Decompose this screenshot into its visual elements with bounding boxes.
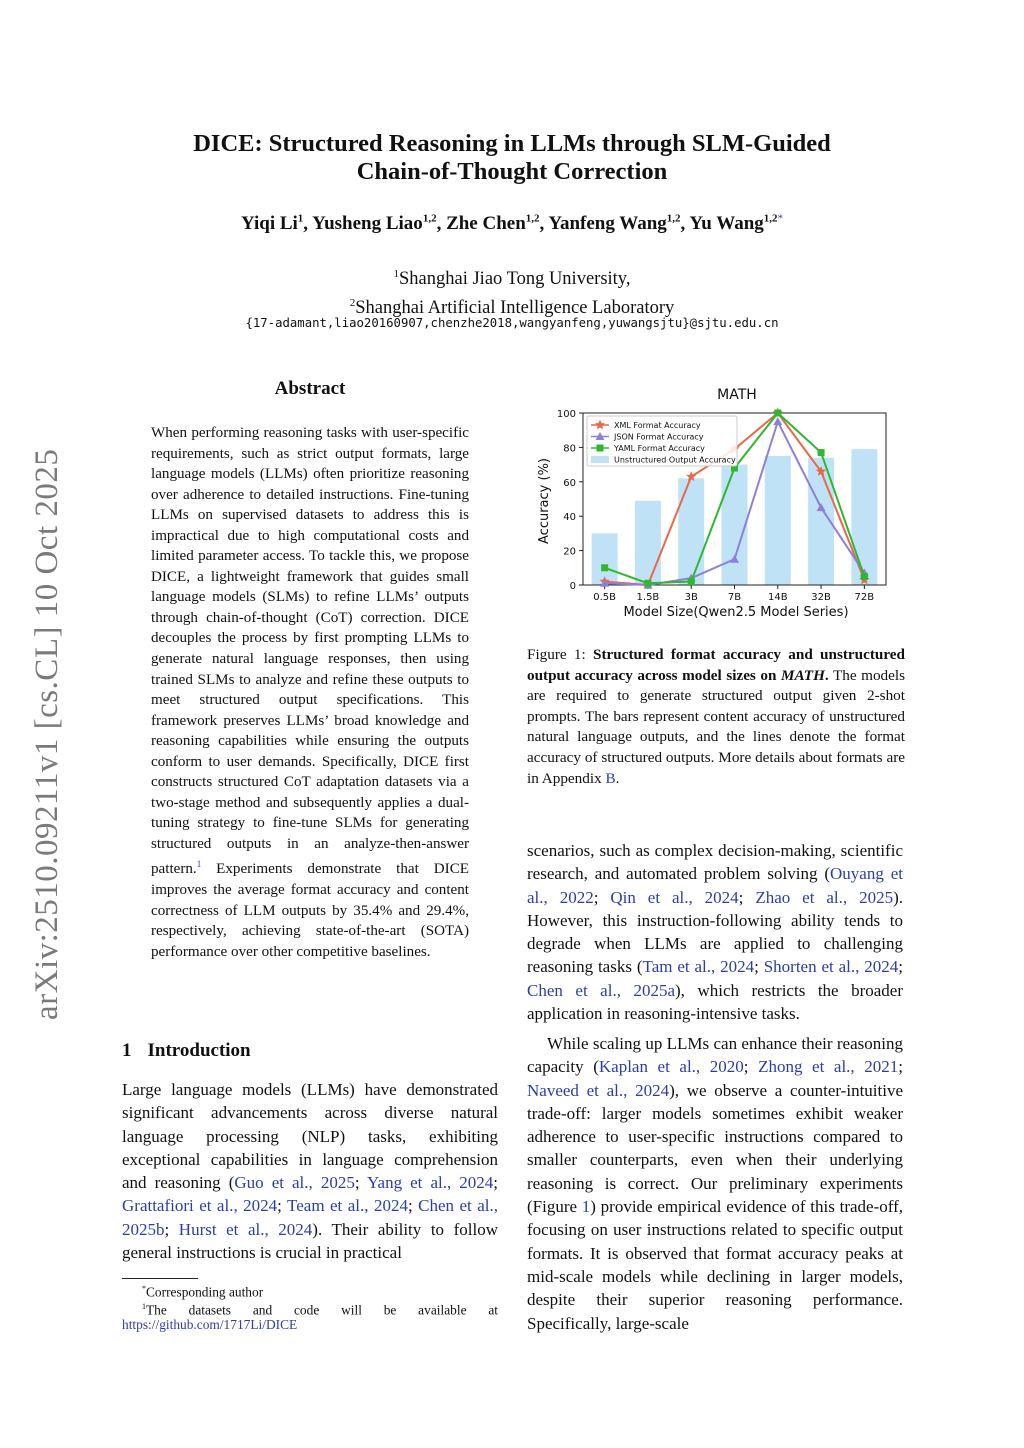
y-tick-label: 100 — [556, 409, 576, 420]
point-square-32B — [818, 449, 825, 456]
citation-link[interactable]: Hurst et al., 2024 — [178, 1219, 313, 1239]
paper-title — [0, 130, 1024, 186]
point-square-14B — [774, 410, 781, 417]
intro-paragraph — [122, 1078, 498, 1264]
title-line-1: DICE: Structured Reasoning in LLMs through SLM-Guided — [193, 130, 831, 157]
x-axis-label: Model Size(Qwen2.5 Model Series) — [623, 605, 849, 620]
bar-7B — [722, 465, 748, 585]
y-tick-label: 80 — [563, 443, 576, 455]
legend-label: Unstructured Output Accuracy — [614, 455, 736, 465]
y-tick-label: 0 — [569, 581, 576, 592]
citation-link[interactable]: 1 — [581, 1197, 591, 1217]
chart-title — [717, 387, 757, 403]
bar-14B — [765, 456, 791, 585]
bar-1.5B — [635, 501, 661, 585]
citation-link[interactable]: Ouyang et al., 2022 — [527, 864, 903, 907]
bar-72B — [851, 449, 877, 585]
author-emails: {17-adamant,liao20160907,chenzhe2018,wangyanfeng,yuwangsjtu}@sjtu.edu.cn — [245, 316, 779, 330]
footnote-code-link-line — [122, 1316, 498, 1334]
x-tick-label: 0.5B — [593, 592, 617, 603]
author-2: Yusheng Liao$^{1,2}$ — [312, 213, 437, 235]
github-link[interactable]: https://github.com/1717Li/DICE — [122, 1317, 298, 1332]
text-run: ), which restricts the broader application in reasoning-intensive tasks. — [527, 980, 904, 1024]
footnote-corresponding: *Corresponding author — [142, 1284, 264, 1300]
corresponding-mark[interactable]: * — [777, 213, 784, 225]
y-tick-label: 60 — [563, 477, 576, 489]
citation-link[interactable]: Chen et al., 2025b — [122, 1196, 498, 1239]
x-tick-label: 72B — [854, 592, 875, 603]
right-paragraph-2 — [527, 1032, 903, 1335]
author-1: Yiqi Li$^1$ — [240, 213, 304, 235]
citation-link[interactable]: Chen et al., 2025a — [527, 980, 676, 1000]
y-tick-label: 40 — [563, 512, 576, 524]
text-run: ; — [754, 957, 764, 977]
text-run: ; — [593, 887, 611, 907]
legend-marker — [597, 445, 604, 452]
citation-link[interactable]: Yang et al., 2024 — [366, 1173, 494, 1193]
point-square-3B — [688, 578, 695, 585]
point-square-1.5B — [644, 580, 651, 587]
author-4: Yanfeng Wang$^{1,2}$ — [548, 213, 681, 235]
citation-link[interactable]: Grattafiori et al., 2024 — [122, 1196, 278, 1216]
author-3: Zhe Chen$^{1,2}$ — [446, 213, 540, 235]
citation-link[interactable]: Naveed et al., 2024 — [527, 1080, 670, 1100]
legend-bar-swatch — [591, 456, 609, 463]
y-axis-label: Accuracy (%) — [537, 458, 552, 544]
text-run: ; — [164, 1219, 179, 1239]
figure-1-caption: Figure 1: Structured format accuracy and unstructured output accuracy across model sizes on MATH. The models are required to generate structured output given 2-shot prompts. The bars represent content accuracy of unstructured natural language outputs, and the lines denote the format accuracy of structured outputs. More details about formats are in Appendix B. — [527, 646, 906, 787]
x-tick-label: 1.5B — [636, 592, 660, 603]
text-run: ; — [738, 887, 756, 907]
text-run: While scaling up LLMs can enhance their reasoning capacity ( — [527, 1034, 903, 1077]
section-heading-introduction: 1 Introduction — [122, 1040, 251, 1061]
footnote-code: $^1$The datasets and code will be available at — [142, 1302, 498, 1318]
y-tick-label: 20 — [563, 546, 576, 558]
citation-link[interactable]: Tam et al., 2024 — [642, 957, 755, 977]
text-run: ; — [898, 957, 903, 977]
right-paragraph-1 — [527, 839, 903, 1025]
text-run: ; — [407, 1196, 419, 1216]
author-list: Yiqi Li$^1$, Yusheng Liao$^{1,2}$, Zhe Chen$^{1,2}$, Yanfeng Wang$^{1,2}$, Yu Wang$^{1,2*}$ — [240, 213, 784, 235]
x-tick-label: 7B — [727, 592, 742, 603]
appendix-b-link[interactable]: B — [605, 769, 616, 787]
text-run: ). Their ability to follow general instructions is crucial in practical — [122, 1219, 498, 1263]
text-run: ; — [493, 1173, 498, 1193]
citation-link[interactable]: Guo et al., 2025 — [234, 1173, 355, 1193]
text-run: ; — [743, 1057, 759, 1077]
math-accuracy-chart — [528, 383, 908, 623]
citation-link[interactable]: Kaplan et al., 2020 — [598, 1057, 744, 1077]
point-square-72B — [861, 573, 868, 580]
text-run: scenarios, such as complex decision-making, scientific research, and automated problem solving ( — [527, 841, 903, 884]
author-5: Yu Wang$^{1,2*}$ — [689, 213, 784, 235]
text-run: ; — [354, 1173, 367, 1193]
arxiv-identifier: arXiv:2510.09211v1 [cs.CL] 10 Oct 2025 — [29, 448, 65, 1020]
title-line-2: Chain-of-Thought Correction — [356, 158, 668, 185]
legend-label: XML Format Accuracy — [614, 421, 701, 430]
text-run: ; — [277, 1196, 288, 1216]
text-run: ), we observe a counter-intuitive trade-off: larger models sometimes exhibit weaker adherence to user-specific instructions compared to smaller counterparts, even when their underlying reasoning is correct. Our preliminary experiments (Figure — [527, 1080, 904, 1217]
abstract-text: When performing reasoning tasks with user-specific requirements, such as strict output formats, large language models (LLMs) often prioritize reasoning over adherence to detailed instructions. Fine-tuning LLMs on supervised datasets to address this is impractical due to high computational costs and limited parameter access. To tackle this, we propose DICE, a lightweight framework that guides small language models (SLMs) to refine LLMs’ outputs through chain-of-thought (CoT) correction. DICE decouples the process by first prompting LLMs to generate natural language responses, then using trained SLMs to analyze and refine these outputs to meet structured output specifications. This framework preserves LLMs’ broad knowledge and reasoning capabilities while ensuring the outputs conform to user demands. Specifically, DICE first constructs structured CoT adaptation datasets via a two-stage method and subsequently applies a dual-tuning strategy to fine-tune SLMs for generating structured outputs in an analyze-then-answer pattern.$^1$ Experiments demonstrate that DICE improves the average format accuracy and content correctness of LLM outputs by 35.4% and 29.4%, respectively, achieving state-of-the-art (SOTA) performance over other competitive baselines. — [151, 425, 469, 960]
abstract-heading: Abstract — [274, 378, 346, 399]
footnote-rule — [122, 1278, 198, 1279]
affiliations — [0, 262, 1024, 320]
citation-link[interactable]: Shorten et al., 2024 — [763, 957, 899, 977]
affiliation-1: $^1$Shanghai Jiao Tong University, — [393, 268, 631, 290]
affiliation-2: $^2$Shanghai Artificial Intelligence Laboratory — [349, 297, 675, 319]
bar-3B — [678, 478, 704, 585]
x-tick-label: 14B — [767, 592, 788, 603]
citation-link[interactable]: Zhong et al., 2021 — [758, 1057, 899, 1077]
text-run: ) provide empirical evidence of this trade-off, focusing on user instructions related to specific output formats. It is observed that format accuracy peaks at mid-scale models while declining in larger models, despite their superior reasoning performance. Specifically, large-scale — [527, 1197, 903, 1333]
citation-link[interactable]: Zhao et al., 2025 — [755, 887, 894, 907]
text-run: Large language models (LLMs) have demonstrated significant advancements across diverse natural language processing (NLP) tasks, exhibiting exceptional capabilities in language comprehension and reasoning ( — [122, 1080, 498, 1193]
legend-label: YAML Format Accuracy — [614, 444, 705, 453]
point-square-0.5B — [601, 564, 608, 571]
citation-link[interactable]: Team et al., 2024 — [287, 1196, 408, 1216]
x-tick-label: 32B — [811, 592, 831, 603]
chart-title-text: MATH — [717, 387, 757, 403]
text-run: ). However, this instruction-following ability tends to degrade when LLMs are applied to challenging reasoning tasks ( — [527, 887, 903, 977]
x-tick-label: 3B — [684, 592, 698, 603]
text-run: ; — [898, 1057, 903, 1077]
footnote-1-mark[interactable]: 1 — [196, 859, 202, 870]
legend-label: JSON Format Accuracy — [614, 432, 704, 442]
citation-link[interactable]: Qin et al., 2024 — [610, 887, 739, 907]
